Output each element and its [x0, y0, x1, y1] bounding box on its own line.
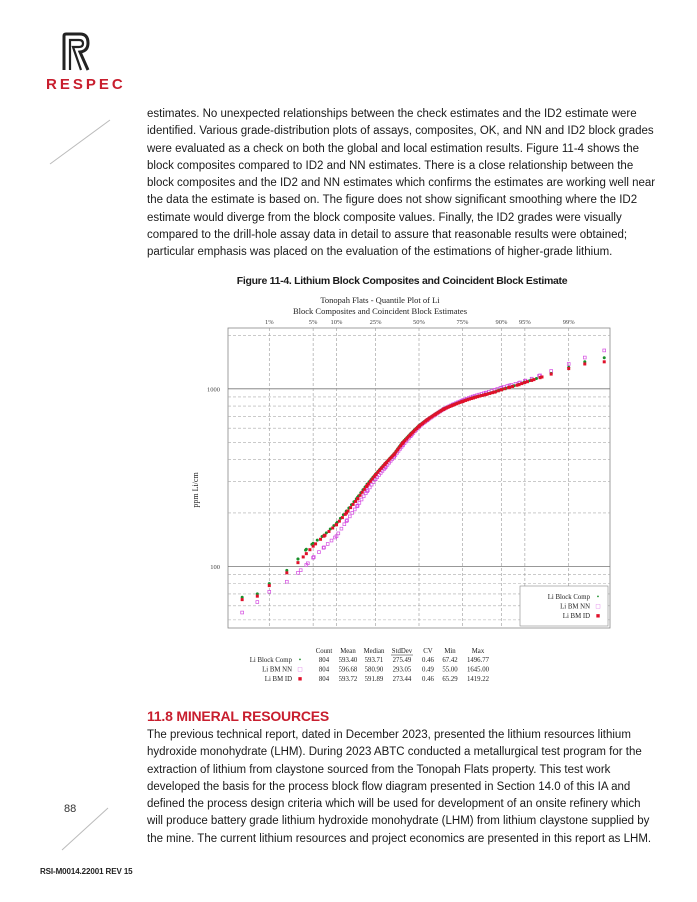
data-point	[347, 509, 350, 512]
legend-marker: ■	[595, 612, 601, 620]
data-point	[507, 386, 510, 389]
document-id: RSI-M0014.22001 REV 15	[40, 867, 133, 876]
data-point	[340, 527, 343, 530]
data-point	[353, 508, 356, 511]
data-point	[503, 387, 506, 390]
x-tick-label: 5%	[308, 319, 318, 326]
stats-cell: 804	[318, 657, 330, 664]
data-point	[497, 389, 500, 392]
data-point	[523, 381, 526, 384]
stats-cell: 804	[318, 676, 330, 683]
stats-cell: 55.00	[442, 666, 458, 674]
section-paragraph: The previous technical report, dated in December 2023, presented the lithium resources lithium hydroxide monohydrate (LHM). During 2023 ABTC conducted a metallurgical test program for the extraction of lithium from claystone sourced from the Tonopah Flats property. This test work developed the basis for the process block flow diagram presented in Section 14.0 of this IA and defined the process design criteria which will be used for development of an onsite refinery which will produce battery grade lithium hydroxide monohydrate (LHM) from lithium claystone supplied by the mine. The current lithium resources and project economics are presented in this report as LHM.	[147, 729, 652, 845]
stats-header: CV	[423, 648, 433, 655]
data-point	[359, 494, 362, 497]
data-point	[296, 561, 299, 564]
data-point	[550, 373, 553, 376]
data-point	[341, 516, 344, 519]
data-point	[318, 551, 321, 554]
page-number: 88	[64, 803, 77, 815]
legend-marker: □	[595, 602, 601, 611]
data-point	[603, 356, 606, 359]
data-point	[354, 500, 357, 503]
data-point	[363, 488, 366, 491]
data-point	[285, 571, 288, 574]
stats-cell: 1496.77	[466, 657, 490, 664]
stats-row-marker: ■	[297, 675, 303, 683]
legend-marker: •	[596, 593, 600, 601]
data-point	[268, 584, 271, 587]
section-heading: 11.8 MINERAL RESOURCES	[147, 708, 330, 724]
data-point	[256, 601, 259, 604]
data-point	[583, 362, 586, 365]
stats-cell: 0.46	[422, 657, 434, 664]
stats-cell: 593.40	[338, 657, 358, 664]
stats-header: Count	[315, 648, 333, 655]
data-point	[323, 534, 326, 537]
data-point	[338, 520, 341, 523]
chart-title: Tonopah Flats - Quantile Plot of Li	[320, 295, 440, 305]
y-tick-label: 100	[210, 563, 220, 571]
data-point	[603, 360, 606, 363]
data-point	[335, 523, 338, 526]
y-tick-label: 1000	[207, 386, 220, 394]
data-point	[314, 542, 317, 545]
stats-cell: 67.42	[442, 657, 458, 664]
data-point	[302, 555, 305, 558]
legend-label: Li BM ID	[562, 613, 590, 620]
decorative-diagonal-top	[48, 118, 112, 166]
data-point	[520, 382, 523, 385]
respec-logo-text: RESPEC	[46, 76, 126, 93]
chart-subtitle: Block Composites and Coincident Block Estimates	[293, 306, 467, 316]
series-li-block-comp	[241, 356, 606, 599]
stats-row-marker: •	[298, 656, 302, 664]
data-point	[583, 356, 586, 359]
data-point	[540, 375, 543, 378]
figure-caption: Figure 11-4. Lithium Block Composites and Coincident Block Estimate	[236, 275, 568, 287]
x-tick-label: 95%	[518, 319, 531, 326]
data-point	[358, 501, 361, 504]
stats-cell: 65.29	[442, 676, 458, 683]
data-point	[319, 538, 322, 541]
x-tick-label: 99%	[562, 319, 575, 326]
data-point	[337, 532, 340, 535]
quantile-plot-chart	[180, 290, 630, 690]
data-point	[567, 367, 570, 370]
data-point	[356, 497, 359, 500]
stats-cell: 580.90	[364, 666, 384, 674]
data-point	[486, 393, 489, 396]
stats-row-label: Li BM NN	[262, 666, 292, 674]
stats-cell: 0.46	[422, 676, 434, 683]
data-point	[349, 506, 352, 509]
stats-row-label: Li Block Comp	[249, 657, 292, 664]
data-point	[511, 385, 514, 388]
stats-header: Median	[363, 648, 385, 655]
data-point	[305, 552, 308, 555]
stats-cell: 1419.22	[466, 676, 490, 683]
data-point	[362, 495, 365, 498]
data-point	[532, 378, 535, 381]
stats-cell: 804	[318, 666, 330, 674]
stats-cell: 275.49	[392, 657, 412, 664]
stats-cell: 273.44	[392, 676, 412, 683]
stats-row-label: Li BM ID	[264, 676, 292, 683]
x-tick-label: 25%	[369, 319, 382, 326]
data-point	[308, 548, 311, 551]
stats-cell: 596.68	[338, 666, 358, 674]
data-point	[550, 370, 553, 373]
x-tick-label: 50%	[413, 319, 425, 326]
data-point	[285, 580, 288, 583]
data-point	[241, 611, 244, 614]
data-point	[326, 543, 329, 546]
data-point	[343, 523, 346, 526]
data-point	[526, 380, 529, 383]
series-li-bm-id	[241, 360, 606, 601]
stats-cell: 593.72	[338, 676, 358, 683]
x-tick-label: 1%	[264, 319, 274, 326]
intro-paragraph: estimates. No unexpected relationships between the check estimates and the ID2 estimate were identified. Various grade-distribution plots of assays, composites, OK, and NN and ID2 block grades were evaluated as a check on both the global and local estimation results. Figure 11-4 shows the block composites compared to ID2 and NN estimates. There is a close relationship between the block composites and the ID2 and NN estimates which confirms the estimates are working well near the data the estimate is based on. The figure does not show significant smoothing where the ID2 estimate would diverge from the block composite values. Finally, the ID2 grades were visually compared to the drill-hole assay data in detail to assure that reasonable results were obtained; particular emphasis was placed on the evaluation of the estimations of higher-grade lithium.	[147, 108, 656, 259]
data-point	[360, 498, 363, 501]
stats-header: Mean	[340, 648, 356, 655]
data-point	[241, 598, 244, 601]
data-point	[603, 349, 606, 352]
stats-cell: 1645.00	[466, 666, 490, 674]
stats-cell: 591.89	[364, 676, 384, 683]
data-point	[330, 539, 333, 542]
data-point	[304, 549, 307, 552]
data-point	[365, 485, 368, 488]
x-tick-label: 10%	[330, 319, 343, 326]
data-point	[344, 513, 347, 516]
data-point	[352, 503, 355, 506]
data-point	[491, 391, 494, 394]
data-point	[256, 595, 259, 598]
chart-y-axis-label: ppm Li/cm	[191, 472, 200, 508]
stats-cell: 0.49	[422, 666, 434, 674]
data-point	[348, 515, 351, 518]
data-point	[494, 390, 497, 393]
stats-cell: 293.05	[392, 666, 412, 674]
x-tick-label: 75%	[456, 319, 469, 326]
data-point	[488, 392, 491, 395]
data-point	[368, 486, 371, 489]
legend-label: Li BM NN	[560, 603, 590, 611]
respec-logo-mark	[60, 32, 92, 72]
x-tick-label: 90%	[495, 319, 508, 326]
stats-cell: 593.71	[364, 657, 384, 664]
data-point	[316, 539, 319, 542]
data-point	[361, 491, 364, 494]
data-point	[296, 558, 299, 561]
data-point	[515, 384, 518, 387]
legend-label: Li Block Comp	[547, 594, 590, 601]
data-point	[328, 530, 331, 533]
data-point	[500, 388, 503, 391]
data-point	[331, 527, 334, 530]
stats-header: Max	[471, 648, 485, 655]
stats-header: StdDev	[391, 648, 413, 655]
stats-header: Min	[444, 648, 456, 655]
stats-row-marker: □	[297, 665, 303, 674]
